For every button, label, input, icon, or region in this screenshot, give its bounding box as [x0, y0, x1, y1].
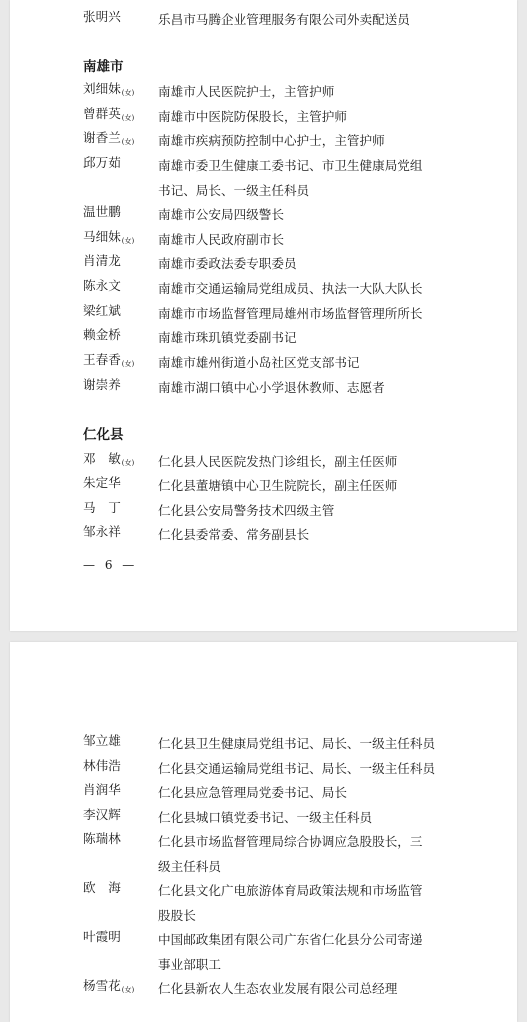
person-name	[83, 8, 153, 26]
person-name	[83, 879, 153, 897]
section-heading: 仁化县	[83, 427, 124, 443]
person-position	[158, 302, 458, 327]
person-position	[158, 732, 458, 757]
person-name-text: 朱定华	[83, 475, 121, 490]
person-position	[158, 757, 458, 782]
person-name	[83, 474, 153, 492]
section-heading: 南雄市	[83, 59, 124, 75]
person-name-text: 陈永文	[83, 278, 121, 293]
position-line: 仁化县城口镇党委书记、一级主任科员	[158, 810, 373, 825]
position-line: 南雄市委政法委专职委员	[158, 256, 297, 271]
person-position	[158, 977, 458, 1002]
position-line: 仁化县卫生健康局党组书记、局长、一级主任科员	[158, 736, 436, 751]
person-name	[83, 203, 153, 221]
person-name-text: 谢香兰	[83, 130, 121, 145]
person-position	[158, 326, 458, 351]
person-name-text: 肖清龙	[83, 253, 121, 268]
person-position	[158, 277, 458, 302]
person-name-text: 梁红斌	[83, 303, 121, 318]
position-line: 南雄市人民医院护士，主管护师	[158, 84, 335, 99]
female-marker: (女)	[121, 459, 135, 467]
person-position	[158, 523, 458, 548]
position-line: 南雄市人民政府副市长	[158, 232, 284, 247]
person-name-text: 李汉辉	[83, 807, 121, 822]
person-name	[83, 351, 153, 373]
person-name-text: 肖润华	[83, 782, 121, 797]
position-line: 南雄市珠玑镇党委副书记	[158, 330, 297, 345]
person-position	[158, 228, 458, 253]
person-name-text: 林伟浩	[83, 758, 121, 773]
person-name	[83, 523, 153, 541]
female-marker: (女)	[121, 114, 135, 122]
person-name-text: 杨雪花	[83, 978, 121, 993]
person-name	[83, 277, 153, 295]
person-name	[83, 154, 153, 172]
position-line: 仁化县公安局警务技术四级主管	[158, 503, 335, 518]
position-line: 仁化县委常委、常务副县长	[158, 527, 310, 542]
person-name	[83, 302, 153, 320]
person-name	[83, 80, 153, 102]
female-marker: (女)	[121, 986, 135, 994]
person-position	[158, 80, 458, 105]
position-line: 仁化县市场监督管理局综合协调应急股股长，三	[158, 834, 423, 849]
person-position	[158, 474, 458, 499]
person-name	[83, 928, 153, 946]
position-line: 南雄市雄州街道小岛社区党支部书记	[158, 355, 360, 370]
person-name	[83, 252, 153, 270]
position-line: 书记、局长、一级主任科员	[158, 182, 310, 198]
person-name	[83, 228, 153, 250]
person-position	[158, 154, 458, 203]
person-position	[158, 203, 458, 228]
position-line: 南雄市市场监督管理局雄州市场监督管理所所长	[158, 306, 423, 321]
position-line: 仁化县应急管理局党委书记、局长	[158, 785, 347, 800]
person-position	[158, 806, 458, 831]
female-marker: (女)	[121, 138, 135, 146]
person-position	[158, 8, 458, 33]
person-name-text: 邹永祥	[83, 524, 121, 539]
person-name-text: 赖金桥	[83, 327, 121, 342]
female-marker: (女)	[121, 89, 135, 97]
position-line: 乐昌市马腾企业管理服务有限公司外卖配送员	[158, 12, 410, 27]
person-name-text: 刘细妹	[83, 81, 121, 96]
person-name	[83, 326, 153, 344]
person-name	[83, 781, 153, 799]
position-line: 南雄市中医院防保股长，主管护师	[158, 109, 347, 124]
person-name	[83, 499, 153, 517]
female-marker: (女)	[121, 237, 135, 245]
person-name-text: 温世鹏	[83, 204, 121, 219]
person-name-text: 叶霞明	[83, 929, 121, 944]
position-line: 南雄市湖口镇中心小学退休教师、志愿者	[158, 380, 385, 395]
person-name-text: 邱万茹	[83, 155, 121, 170]
person-name	[83, 806, 153, 824]
person-position	[158, 376, 458, 401]
person-name	[83, 732, 153, 750]
person-name	[83, 977, 153, 999]
person-name-text: 王春香	[83, 352, 121, 367]
position-line: 中国邮政集团有限公司广东省仁化县分公司寄递	[158, 932, 423, 947]
position-line: 仁化县交通运输局党组书记、局长、一级主任科员	[158, 761, 436, 776]
person-name-text: 马细妹	[83, 229, 121, 244]
person-position	[158, 879, 458, 928]
document-page-6	[10, 0, 517, 631]
person-position	[158, 351, 458, 376]
position-line: 南雄市疾病预防控制中心护士，主管护师	[158, 133, 385, 148]
page-number: — 6 —	[83, 558, 138, 572]
position-line: 仁化县人民医院发热门诊组长，副主任医师	[158, 454, 398, 469]
person-name-text: 陈瑞林	[83, 831, 121, 846]
position-line: 南雄市委卫生健康工委书记、市卫生健康局党组	[158, 158, 423, 173]
person-name	[83, 450, 153, 472]
female-marker: (女)	[121, 360, 135, 368]
position-line: 事业部职工	[158, 956, 221, 972]
person-name-text: 欧 海	[83, 880, 121, 895]
person-position	[158, 928, 458, 977]
person-position	[158, 499, 458, 524]
position-line: 股股长	[158, 907, 196, 923]
person-name-text: 马 丁	[83, 500, 121, 515]
person-name-text: 邹立雄	[83, 733, 121, 748]
position-line: 仁化县文化广电旅游体育局政策法规和市场监管	[158, 883, 423, 898]
document-page-7	[10, 642, 517, 1022]
position-line: 南雄市公安局四级警长	[158, 207, 284, 222]
person-position	[158, 105, 458, 130]
position-line: 仁化县新农人生态农业发展有限公司总经理	[158, 981, 398, 996]
person-name	[83, 129, 153, 151]
person-name	[83, 105, 153, 127]
person-name	[83, 376, 153, 394]
person-position	[158, 450, 458, 475]
position-line: 仁化县董塘镇中心卫生院院长，副主任医师	[158, 478, 398, 493]
person-name-text: 曾群英	[83, 106, 121, 121]
person-name-text: 张明兴	[83, 9, 121, 24]
position-line: 级主任科员	[158, 858, 221, 874]
person-position	[158, 830, 458, 879]
person-name-text: 邓 敏	[83, 451, 121, 466]
person-position	[158, 129, 458, 154]
person-position	[158, 781, 458, 806]
position-line: 南雄市交通运输局党组成员、执法一大队大队长	[158, 281, 423, 296]
person-position	[158, 252, 458, 277]
person-name	[83, 830, 153, 848]
person-name	[83, 757, 153, 775]
person-name-text: 谢崇养	[83, 377, 121, 392]
